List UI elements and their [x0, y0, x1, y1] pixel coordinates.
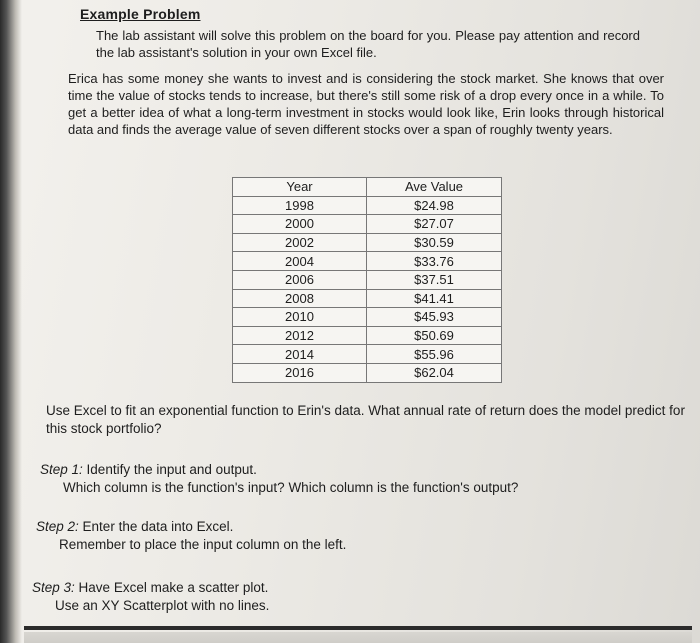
year-cell: 2004: [233, 252, 367, 271]
year-cell: 2016: [233, 363, 367, 382]
step-3-detail: Use an XY Scatterplot with no lines.: [55, 598, 270, 613]
table-row: [233, 363, 502, 382]
step-1-label: Step 1:: [40, 462, 83, 477]
step-3-label: Step 3:: [32, 580, 75, 595]
step-1-title: Identify the input and output.: [86, 462, 257, 477]
year-cell: 2012: [233, 326, 367, 345]
value-cell: $30.59: [367, 233, 502, 252]
table-row: [233, 215, 502, 234]
step-3: [32, 579, 269, 615]
value-cell: $33.76: [367, 252, 502, 271]
step-3-title: Have Excel make a scatter plot.: [78, 580, 269, 595]
table-row: [233, 326, 502, 345]
value-cell: $45.93: [367, 308, 502, 327]
year-cell: 2010: [233, 308, 367, 327]
step-2: [36, 518, 346, 554]
question-paragraph: Use Excel to fit an exponential function to Erin's data. What annual rate of return does the model predict for this stock portfolio?: [46, 403, 685, 436]
step-1: [40, 461, 518, 497]
value-cell: $41.41: [367, 289, 502, 308]
year-cell: 2014: [233, 345, 367, 364]
value-cell: $62.04: [367, 363, 502, 382]
year-column-header: Year: [233, 178, 367, 197]
year-cell: 2006: [233, 270, 367, 289]
page-title: Example Problem: [80, 6, 201, 22]
intro-paragraph: The lab assistant will solve this problem on the board for you. Please pay attention and record the lab assistant's solution in your own Excel file.: [96, 28, 640, 60]
table-row: [233, 308, 502, 327]
step-2-title: Enter the data into Excel.: [82, 519, 234, 534]
year-cell: 2002: [233, 233, 367, 252]
story-paragraph: Erica has some money she wants to invest and is considering the stock market. She knows that over time the value of stocks tends to increase, but there's still some risk of a drop every once in a while. To get a better idea of what a long-term investment in stocks would look like, Erin looks through historical data and finds the average value of seven different stocks over a span of roughly twenty years.: [68, 71, 664, 137]
table-header-row: [233, 178, 502, 197]
table-row: [233, 345, 502, 364]
year-cell: 1998: [233, 196, 367, 215]
year-cell: 2008: [233, 289, 367, 308]
stock-value-table: [232, 177, 502, 383]
page-bottom-edge: [24, 632, 692, 643]
year-cell: 2000: [233, 215, 367, 234]
step-2-detail: Remember to place the input column on the left.: [59, 537, 347, 552]
table-row: [233, 196, 502, 215]
table-row: [233, 233, 502, 252]
value-cell: $24.98: [367, 196, 502, 215]
table-row: [233, 252, 502, 271]
value-cell: $50.69: [367, 326, 502, 345]
value-cell: $27.07: [367, 215, 502, 234]
page-binding-edge: [0, 0, 22, 643]
value-cell: $37.51: [367, 270, 502, 289]
step-1-detail: Which column is the function's input? Which column is the function's output?: [63, 480, 519, 495]
value-column-header: Ave Value: [367, 178, 502, 197]
value-cell: $55.96: [367, 345, 502, 364]
table-row: [233, 270, 502, 289]
step-2-label: Step 2:: [36, 519, 79, 534]
section-divider: [24, 626, 692, 630]
table-row: [233, 289, 502, 308]
